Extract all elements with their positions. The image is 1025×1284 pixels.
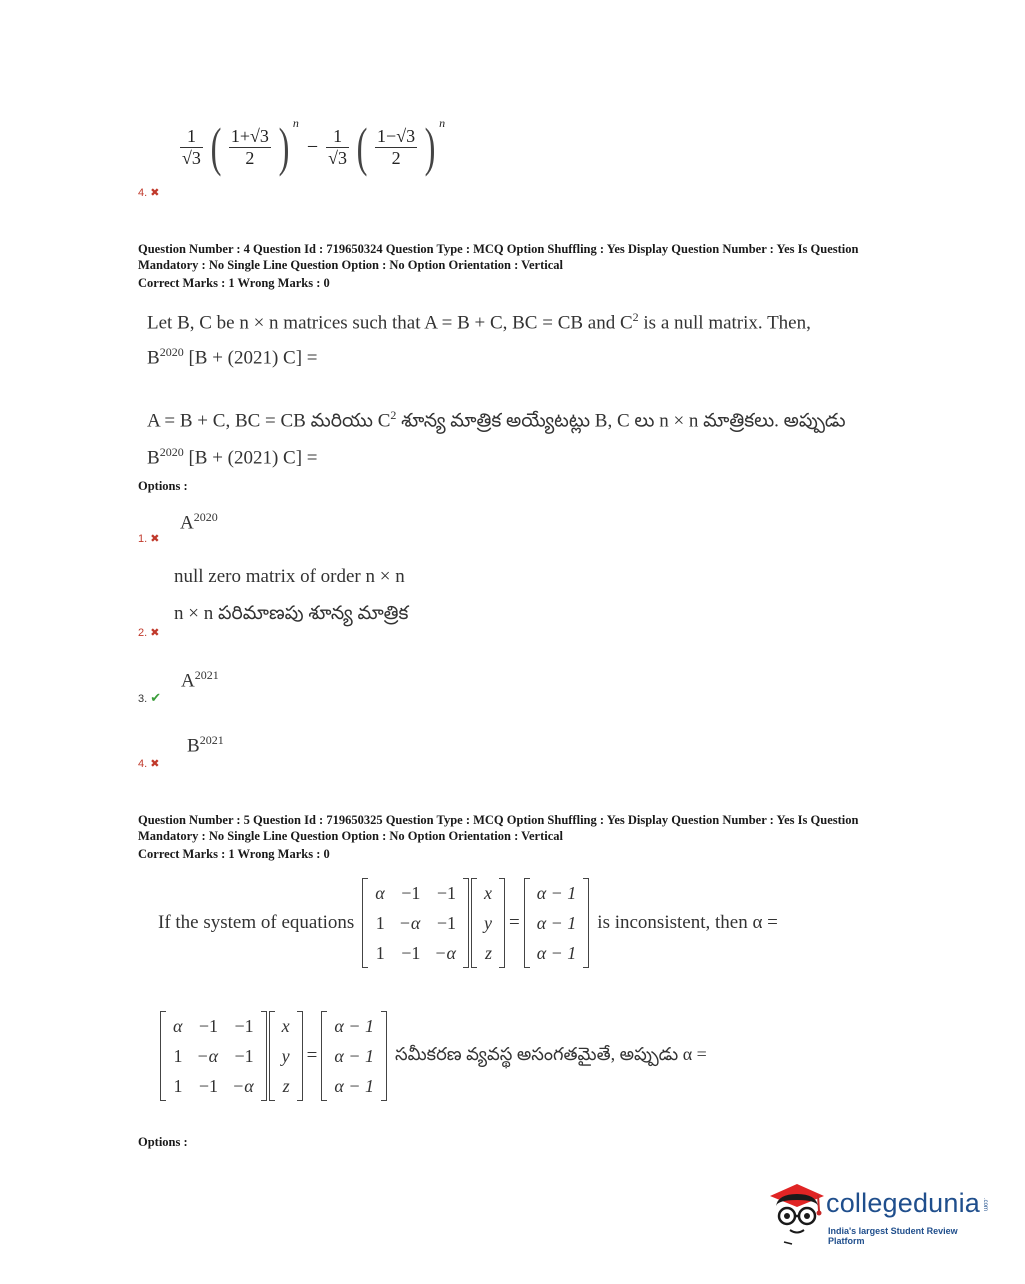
logo-com: .com	[982, 1198, 988, 1212]
superscript: 2	[390, 408, 397, 422]
coefficient-matrix: α −1 −1 1 −α −1 1 −1 −α	[160, 1011, 267, 1101]
expression-rest: [B + (2021) C] =	[183, 447, 318, 469]
option-4-text	[187, 733, 224, 757]
option-number: 3.	[138, 693, 148, 705]
coefficient-matrix: α −1 −1 1 −α −1 1 −1 −α	[362, 878, 469, 968]
wrong-mark-icon: ✖	[150, 758, 160, 770]
options-label: Options :	[138, 479, 188, 493]
fraction-denominator: √3	[182, 147, 201, 168]
meta-line: Mandatory : No Single Line Question Option : No Option Orientation : Vertical	[138, 829, 564, 843]
option-2-label	[138, 626, 159, 639]
question-4-text-telugu	[147, 408, 846, 436]
question-text: If the system of equations	[158, 912, 355, 933]
graduate-mascot-icon	[766, 1178, 828, 1248]
marks-line: Correct Marks : 1 Wrong Marks : 0	[138, 276, 330, 290]
meta-line: Question Number : 4 Question Id : 719650324 Question Type : MCQ Option Shuffling : Yes Display Question Number : Yes Is Question	[138, 242, 859, 256]
option-base: A	[180, 512, 194, 534]
expression-base: B	[147, 347, 160, 369]
collegedunia-logo	[766, 1178, 996, 1248]
equals-sign: =	[508, 912, 520, 933]
fraction-denominator: √3	[328, 147, 348, 168]
option-2-text-english: null zero matrix of order n × n	[174, 566, 405, 587]
question-text: is inconsistent, then α =	[597, 912, 778, 933]
option-number: 1.	[138, 533, 148, 545]
option-3-text	[181, 668, 219, 692]
variable-vector: x y z	[471, 878, 505, 968]
question-5-meta	[138, 812, 918, 862]
question-text: శూన్య మాత్రిక అయ్యేటట్లు B, C లు n × n మాత్రికలు. అప్పుడు	[396, 410, 846, 432]
question-4-expression-telugu	[147, 445, 318, 469]
superscript: 2020	[159, 345, 184, 359]
inner-numerator: 1−√3	[377, 125, 416, 146]
question-4-expression-english	[147, 345, 318, 369]
option-number: 4.	[138, 758, 148, 770]
marks-line: Correct Marks : 1 Wrong Marks : 0	[138, 847, 330, 861]
variable-vector: x y z	[269, 1011, 303, 1101]
rhs-vector: α − 1 α − 1 α − 1	[321, 1011, 387, 1101]
question-4-text-english	[147, 310, 811, 334]
expression-rest: [B + (2021) C] =	[183, 347, 318, 369]
option-superscript: 2021	[194, 668, 219, 682]
question-5-telugu	[160, 1011, 707, 1101]
meta-line: Mandatory : No Single Line Question Option : No Option Orientation : Vertical	[138, 258, 564, 272]
rhs-vector: α − 1 α − 1 α − 1	[524, 878, 590, 968]
option-base: B	[187, 735, 200, 757]
exponent: n	[439, 116, 446, 130]
correct-mark-icon: ✔	[150, 690, 162, 705]
options-label: Options :	[138, 1135, 188, 1149]
logo-tagline: India's largest Student Review Platform	[828, 1226, 958, 1246]
equals-sign: =	[306, 1045, 318, 1066]
wrong-mark-icon: ✖	[150, 187, 160, 199]
question-text: A = B + C, BC = CB మరియు C	[147, 410, 391, 432]
superscript: 2020	[159, 445, 184, 459]
inner-denominator: 2	[245, 147, 255, 168]
question-4-meta	[138, 241, 918, 291]
meta-line: Question Number : 5 Question Id : 719650325 Question Type : MCQ Option Shuffling : Yes Display Question Number : Yes Is Question	[138, 813, 859, 827]
option-2-text-telugu: n × n పరిమాణపు శూన్య మాత్రిక	[174, 603, 409, 624]
option-1-label	[138, 532, 159, 545]
inner-denominator: 2	[391, 147, 401, 168]
wrong-mark-icon: ✖	[150, 533, 160, 545]
previous-option-expression: $\frac{1}{√3}$ ( $\frac{1+√3}{2}$ ) $^n$ − $\frac{1}{√3}$ ( $\frac{1-√3}{2}$ ) $^n$	[182, 116, 446, 178]
inner-numerator: 1+√3	[230, 125, 269, 146]
question-text: is a null matrix. Then,	[638, 312, 811, 334]
minus-sign: −	[306, 135, 319, 158]
option-superscript: 2020	[193, 510, 218, 524]
question-text: సమీకరణ వ్యవస్థ అసంగతమైతే, అప్పుడు α =	[395, 1043, 707, 1064]
option-superscript: 2021	[199, 733, 224, 747]
logo-wordmark: collegedunia	[826, 1188, 981, 1218]
exponent: n	[292, 116, 299, 130]
superscript: 2	[632, 310, 639, 324]
option-number: 2.	[138, 627, 148, 639]
option-number-label	[138, 186, 159, 199]
option-4-label	[138, 757, 159, 770]
option-3-label	[138, 690, 161, 706]
option-number: 4.	[138, 187, 148, 199]
option-1-text	[180, 510, 218, 534]
option-base: A	[181, 670, 195, 692]
fraction-numerator: 1	[326, 126, 349, 148]
fraction-numerator: 1	[180, 126, 203, 148]
question-text: Let B, C be n × n matrices such that A = B + C, BC = CB and C	[147, 312, 633, 334]
wrong-mark-icon: ✖	[150, 627, 160, 639]
expression-base: B	[147, 447, 160, 469]
question-5-english	[158, 878, 778, 968]
